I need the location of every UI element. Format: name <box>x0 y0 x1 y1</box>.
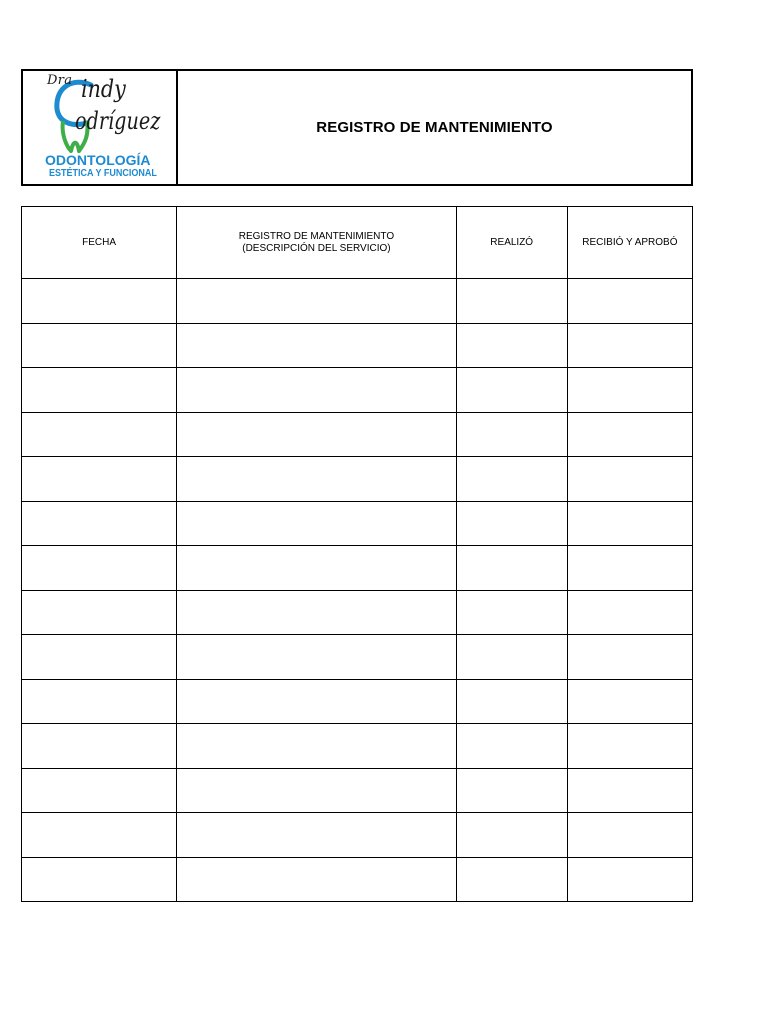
cell-realizo[interactable] <box>456 768 567 813</box>
column-header-descripcion-line-1: REGISTRO DE MANTENIMIENTO <box>238 230 395 242</box>
cell-descripcion[interactable] <box>177 768 456 813</box>
clinic-logo <box>23 71 178 184</box>
table-row <box>22 368 693 413</box>
cell-recibio[interactable] <box>567 501 692 546</box>
logo-brand-line-2: ESTÉTICA Y FUNCIONAL <box>49 168 157 179</box>
table-row <box>22 813 693 858</box>
cell-realizo[interactable] <box>456 546 567 591</box>
cell-recibio[interactable] <box>567 546 692 591</box>
cell-realizo[interactable] <box>456 279 567 324</box>
cell-realizo[interactable] <box>456 724 567 769</box>
cell-fecha[interactable] <box>22 412 177 457</box>
logo-brand-line-1: ODONTOLOGÍA <box>45 152 151 168</box>
cell-recibio[interactable] <box>567 679 692 724</box>
cell-descripcion[interactable] <box>177 679 456 724</box>
cell-fecha[interactable] <box>22 679 177 724</box>
cell-descripcion[interactable] <box>177 323 456 368</box>
cell-fecha[interactable] <box>22 724 177 769</box>
table-row <box>22 590 693 635</box>
cell-fecha[interactable] <box>22 590 177 635</box>
cell-fecha[interactable] <box>22 323 177 368</box>
cell-fecha[interactable] <box>22 857 177 902</box>
column-header-descripcion-line-2: (DESCRIPCIÓN DEL SERVICIO) <box>242 242 391 254</box>
cell-descripcion[interactable] <box>177 635 456 680</box>
cell-realizo[interactable] <box>456 635 567 680</box>
cell-recibio[interactable] <box>567 813 692 858</box>
cell-realizo[interactable] <box>456 457 567 502</box>
page-title: REGISTRO DE MANTENIMIENTO <box>316 119 553 136</box>
table-row <box>22 546 693 591</box>
table-row <box>22 323 693 368</box>
logo-prefix: Dra <box>47 73 73 88</box>
cell-fecha[interactable] <box>22 546 177 591</box>
cell-realizo[interactable] <box>456 679 567 724</box>
cell-descripcion[interactable] <box>177 590 456 635</box>
cell-fecha[interactable] <box>22 813 177 858</box>
cell-recibio[interactable] <box>567 590 692 635</box>
cell-realizo[interactable] <box>456 813 567 858</box>
cell-realizo[interactable] <box>456 501 567 546</box>
cell-descripcion[interactable] <box>177 412 456 457</box>
table-row <box>22 635 693 680</box>
logo-last-name: odríguez <box>75 107 161 135</box>
table-row <box>22 724 693 769</box>
cell-realizo[interactable] <box>456 323 567 368</box>
document-header <box>21 69 693 186</box>
cell-descripcion[interactable] <box>177 368 456 413</box>
cell-descripcion[interactable] <box>177 457 456 502</box>
table-row <box>22 279 693 324</box>
title-cell <box>178 71 691 184</box>
cell-realizo[interactable] <box>456 412 567 457</box>
table-row <box>22 857 693 902</box>
cell-descripcion[interactable] <box>177 813 456 858</box>
table-row <box>22 457 693 502</box>
table-row <box>22 501 693 546</box>
cell-realizo[interactable] <box>456 368 567 413</box>
cell-fecha[interactable] <box>22 279 177 324</box>
cell-fecha[interactable] <box>22 768 177 813</box>
table-row <box>22 412 693 457</box>
cell-descripcion[interactable] <box>177 279 456 324</box>
cell-recibio[interactable] <box>567 857 692 902</box>
cell-recibio[interactable] <box>567 457 692 502</box>
table-row <box>22 768 693 813</box>
cell-descripcion[interactable] <box>177 501 456 546</box>
cell-recibio[interactable] <box>567 724 692 769</box>
table-body <box>22 279 693 902</box>
cell-recibio[interactable] <box>567 323 692 368</box>
cell-descripcion[interactable] <box>177 724 456 769</box>
cell-recibio[interactable] <box>567 368 692 413</box>
cell-fecha[interactable] <box>22 501 177 546</box>
cell-realizo[interactable] <box>456 590 567 635</box>
column-header-recibio: RECIBIÓ Y APROBÓ <box>567 207 692 279</box>
cell-realizo[interactable] <box>456 857 567 902</box>
cell-recibio[interactable] <box>567 635 692 680</box>
cell-fecha[interactable] <box>22 368 177 413</box>
table-row <box>22 679 693 724</box>
cell-descripcion[interactable] <box>177 546 456 591</box>
cell-recibio[interactable] <box>567 412 692 457</box>
cell-recibio[interactable] <box>567 768 692 813</box>
cell-fecha[interactable] <box>22 457 177 502</box>
cell-recibio[interactable] <box>567 279 692 324</box>
column-header-fecha: FECHA <box>22 207 177 279</box>
column-header-realizo: REALIZÓ <box>456 207 567 279</box>
column-header-descripcion <box>177 207 456 279</box>
maintenance-log-table <box>21 206 693 902</box>
table-header-row <box>22 207 693 279</box>
logo-first-name: indy <box>81 75 126 103</box>
cell-descripcion[interactable] <box>177 857 456 902</box>
cell-fecha[interactable] <box>22 635 177 680</box>
